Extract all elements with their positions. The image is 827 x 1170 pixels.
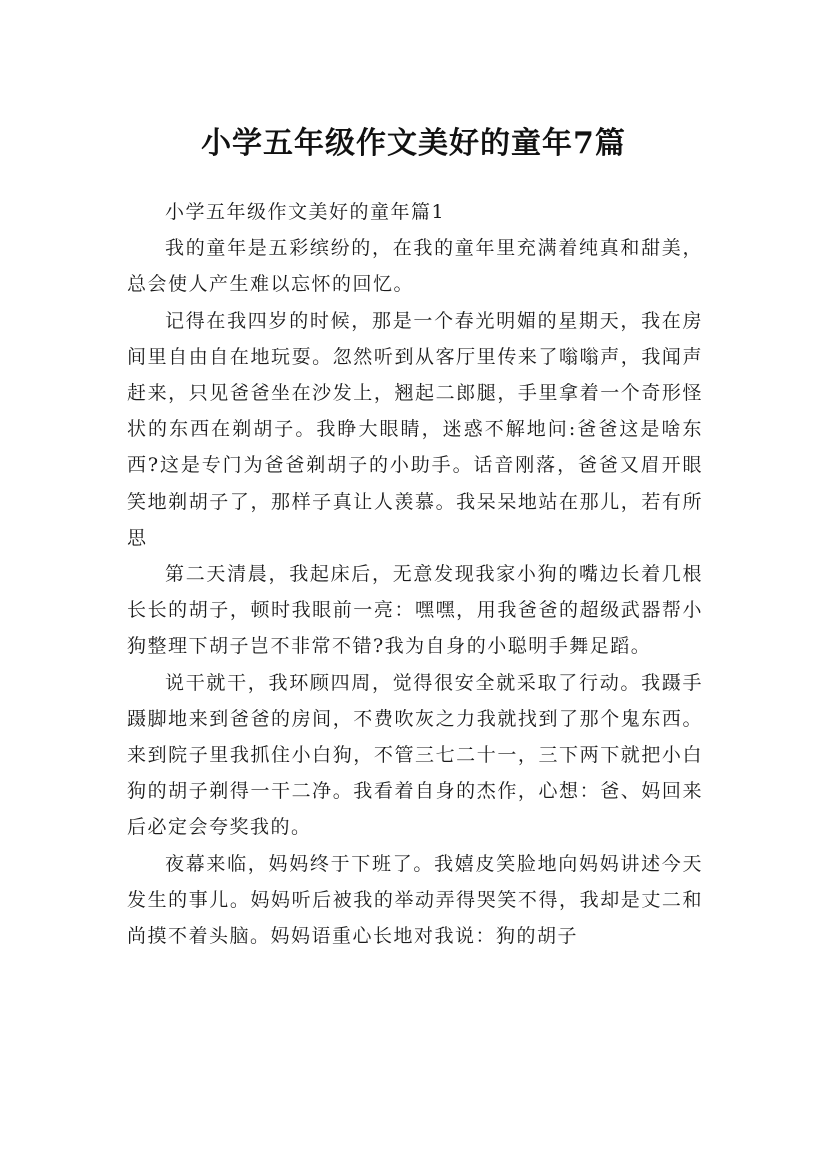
paragraph: 说干就干，我环顾四周，觉得很安全就采取了行动。我蹑手蹑脚地来到爸爸的房间，不费吹灰之力我就找到了那个鬼东西。来到院子里我抓住小白狗，不管三七二十一，三下两下就把小白狗的胡子剃得一干二净。我看着自身的杰作，心想：爸、妈回来后必定会夸奖我的。 — [127, 671, 703, 839]
section-heading: 小学五年级作文美好的童年篇1 — [165, 201, 446, 223]
paragraph: 第二天清晨，我起床后，无意发现我家小狗的嘴边长着几根长长的胡子，顿时我眼前一亮：嘿嘿，用我爸爸的超级武器帮小狗整理下胡子岂不非常不错?我为自身的小聪明手舞足蹈。 — [127, 563, 703, 658]
document-title: 小学五年级作文美好的童年7篇 — [201, 126, 626, 162]
document-body — [127, 194, 703, 954]
paragraph: 记得在我四岁的时候，那是一个春光明媚的星期天，我在房间里自由自在地玩耍。忽然听到从客厅里传来了嗡嗡声，我闻声赶来，只见爸爸坐在沙发上，翘起二郎腿，手里拿着一个奇形怪状的东西在剃胡子。我睁大眼睛，迷惑不解地问:爸爸这是啥东西?这是专门为爸爸剃胡子的小助手。话音刚落，爸爸又眉开眼笑地剃胡子了，那样子真让人羡慕。我呆呆地站在那儿，若有所思 — [127, 309, 703, 549]
paragraph: 夜幕来临，妈妈终于下班了。我嬉皮笑脸地向妈妈讲述今天发生的事儿。妈妈听后被我的举动弄得哭笑不得，我却是丈二和尚摸不着头脑。妈妈语重心长地对我说：狗的胡子 — [127, 852, 703, 948]
paragraph: 我的童年是五彩缤纷的，在我的童年里充满着纯真和甜美，总会使人产生难以忘怀的回忆。 — [127, 237, 703, 296]
